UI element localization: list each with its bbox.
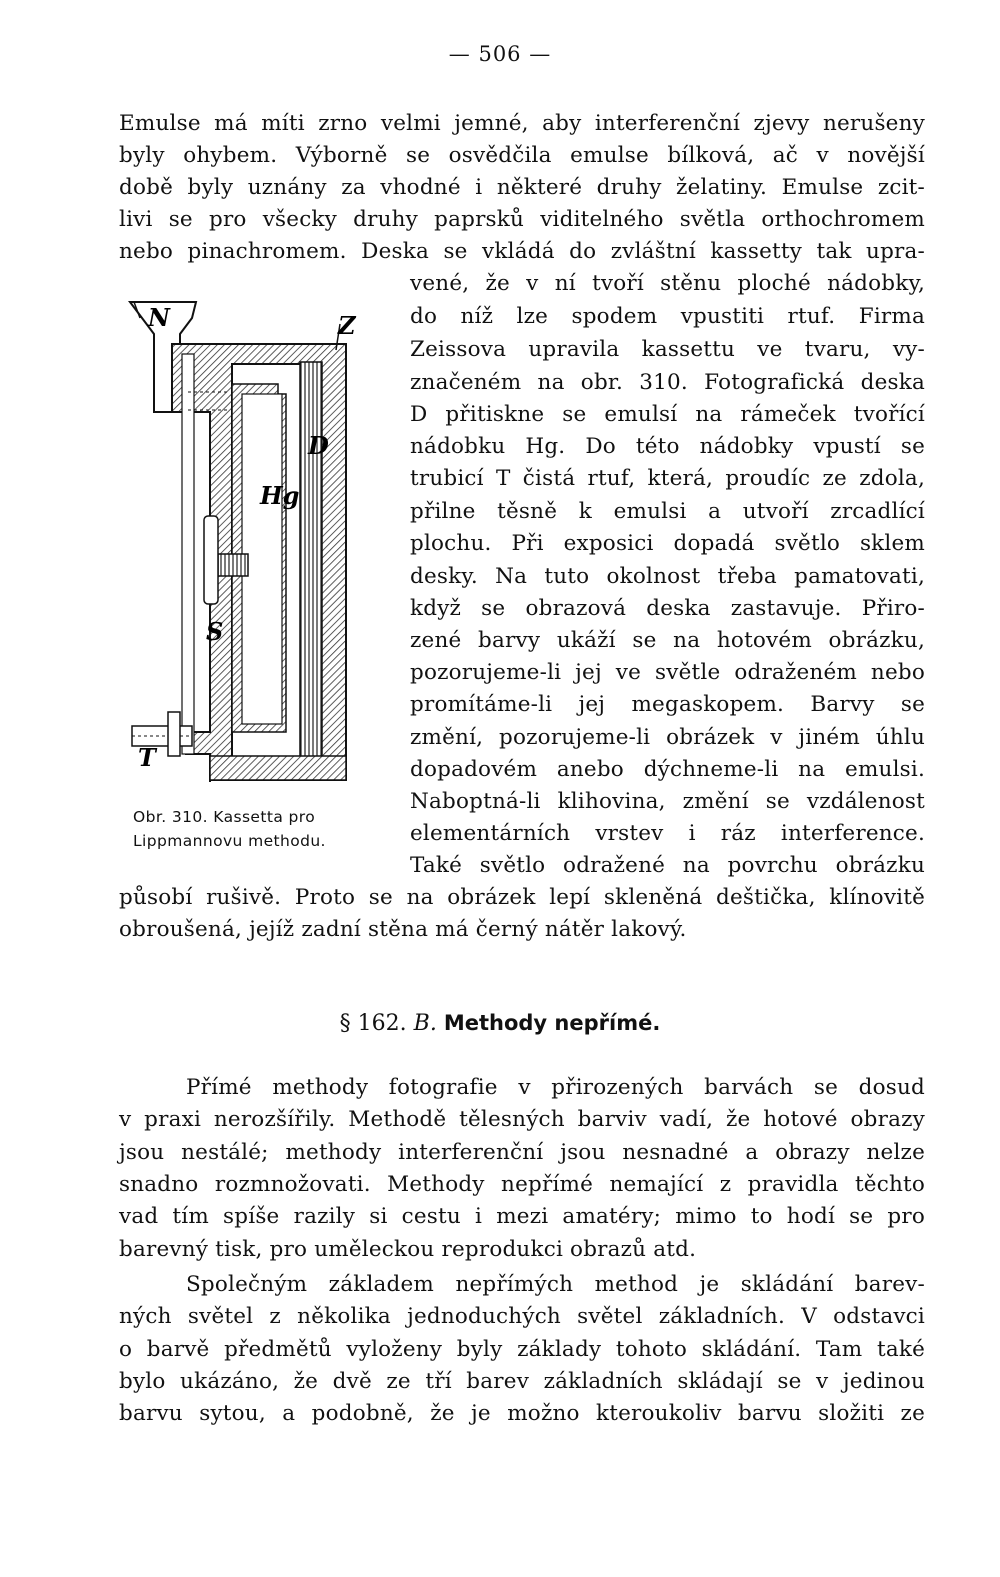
paragraph-3-line: Společným základem nepřímých method je skládání barev- xyxy=(186,1272,925,1297)
paragraph-3-line: bylo ukázáno, že dvě ze tří barev základních skládají se v jedinou xyxy=(119,1369,925,1394)
paragraph-1-line: nebo pinachromem. Deska se vkládá do zvláštní kassetty tak upra- xyxy=(119,239,925,264)
paragraph-1-line: livi se pro všecky druhy paprsků viditelného světla orthochromem xyxy=(119,207,925,232)
label-t: T xyxy=(138,743,156,772)
paragraph-1-line: elementárních vrstev i ráz interference. xyxy=(410,821,925,846)
paragraph-2-line: vad tím spíše razily si cestu i mezi amatéry; mimo to hodí se pro xyxy=(119,1204,925,1229)
paragraph-1-line: D přitiskne se emulsí na rámeček tvořící xyxy=(410,402,925,427)
paragraph-1-line: desky. Na tuto okolnost třeba pamatovati, xyxy=(410,564,925,589)
section-number: § 162. xyxy=(339,1011,407,1036)
paragraph-2-line: jsou nestálé; methody interferenční jsou nesnadné a obrazy nelze xyxy=(119,1140,925,1165)
paragraph-3-line: o barvě předmětů vyloženy byly základy tohoto skládání. Tam také xyxy=(119,1337,925,1362)
paragraph-3-line: ných světel z několika jednoduchých světel základních. V odstavci xyxy=(119,1304,925,1329)
figure-caption-line-1: Obr. 310. Kassetta pro xyxy=(133,808,316,826)
section-letter: B. xyxy=(413,1011,437,1036)
paragraph-1-line: přilne těsně k emulsi a utvoří zrcadlící xyxy=(410,499,925,524)
section-heading xyxy=(0,1011,1000,1036)
paragraph-1-line: nádobku Hg. Do této nádobky vpustí se xyxy=(410,434,925,459)
paragraph-1-line: trubicí T čistá rtuf, která, proudíc ze zdola, xyxy=(410,466,925,491)
label-hg: Hg xyxy=(260,481,300,510)
figure-caption-line-2: Lippmannovu methodu. xyxy=(133,832,326,850)
paragraph-1-line: Zeissova upravila kassettu ve tvaru, vy- xyxy=(410,337,925,362)
paragraph-3-line: barvu sytou, a podobně, že je možno kteroukoliv barvu složiti ze xyxy=(119,1401,925,1426)
label-s: S xyxy=(206,617,224,646)
page-number: — 506 — xyxy=(448,42,552,66)
paragraph-1-line: Emulse má míti zrno velmi jemné, aby interferenční zjevy nerušeny xyxy=(119,111,925,136)
label-z: Z xyxy=(338,311,356,340)
label-d: D xyxy=(308,431,329,460)
paragraph-1-line: dopadovém anebo dýchneme-li na emulsi. xyxy=(410,757,925,782)
paragraph-2-line: snadno rozmnožovati. Methody nepřímé nemající z pravidla těchto xyxy=(119,1172,925,1197)
paragraph-2-line: Přímé methody fotografie v přirozených barvách se dosud xyxy=(186,1075,925,1100)
paragraph-1-line: obroušená, jejíž zadní stěna má černý nátěr lakový. xyxy=(119,917,687,942)
paragraph-1-line: značeném na obr. 310. Fotografická deska xyxy=(410,370,925,395)
paragraph-1-line: do níž lze spodem vpustiti rtuf. Firma xyxy=(410,304,925,329)
section-title: Methody nepřímé. xyxy=(443,1011,661,1035)
paragraph-1-line: změní, pozorujeme-li obrázek v jiném úhlu xyxy=(410,725,925,750)
paragraph-1-line: Naboptná-li klihovina, změní se vzdálenost xyxy=(410,789,925,814)
paragraph-1-line: byly ohybem. Výborně se osvědčila emulse bílková, ač v novější xyxy=(119,143,925,168)
paragraph-1-line: zené barvy ukáží se na hotovém obrázku, xyxy=(410,628,925,653)
paragraph-1-line: pozorujeme-li jej ve světle odraženém nebo xyxy=(410,660,925,685)
paragraph-1-line: Také světlo odražené na povrchu obrázku xyxy=(410,853,925,878)
paragraph-1-line: když se obrazová deska zastavuje. Přiro- xyxy=(410,596,925,621)
paragraph-1-line: vené, že v ní tvoří stěnu ploché nádobky, xyxy=(410,271,925,296)
label-n: N xyxy=(148,303,170,332)
paragraph-1-line: době byly uznány za vhodné i některé druhy želatiny. Emulse zcit- xyxy=(119,175,925,200)
paragraph-1-line: působí rušivě. Proto se na obrázek lepí skleněná deštička, klínovitě xyxy=(119,885,925,910)
paragraph-1-line: promítáme-li jej megaskopem. Barvy se xyxy=(410,692,925,717)
paragraph-1-line: plochu. Při exposici dopadá světlo sklem xyxy=(410,531,925,556)
cassette-figure xyxy=(128,292,378,787)
cassette-diagram xyxy=(128,292,378,787)
paragraph-2-line: v praxi nerozšířily. Methodě tělesných barviv vadí, že hotové obrazy xyxy=(119,1107,925,1132)
paragraph-2-line: barevný tisk, pro uměleckou reprodukci obrazů atd. xyxy=(119,1237,697,1262)
